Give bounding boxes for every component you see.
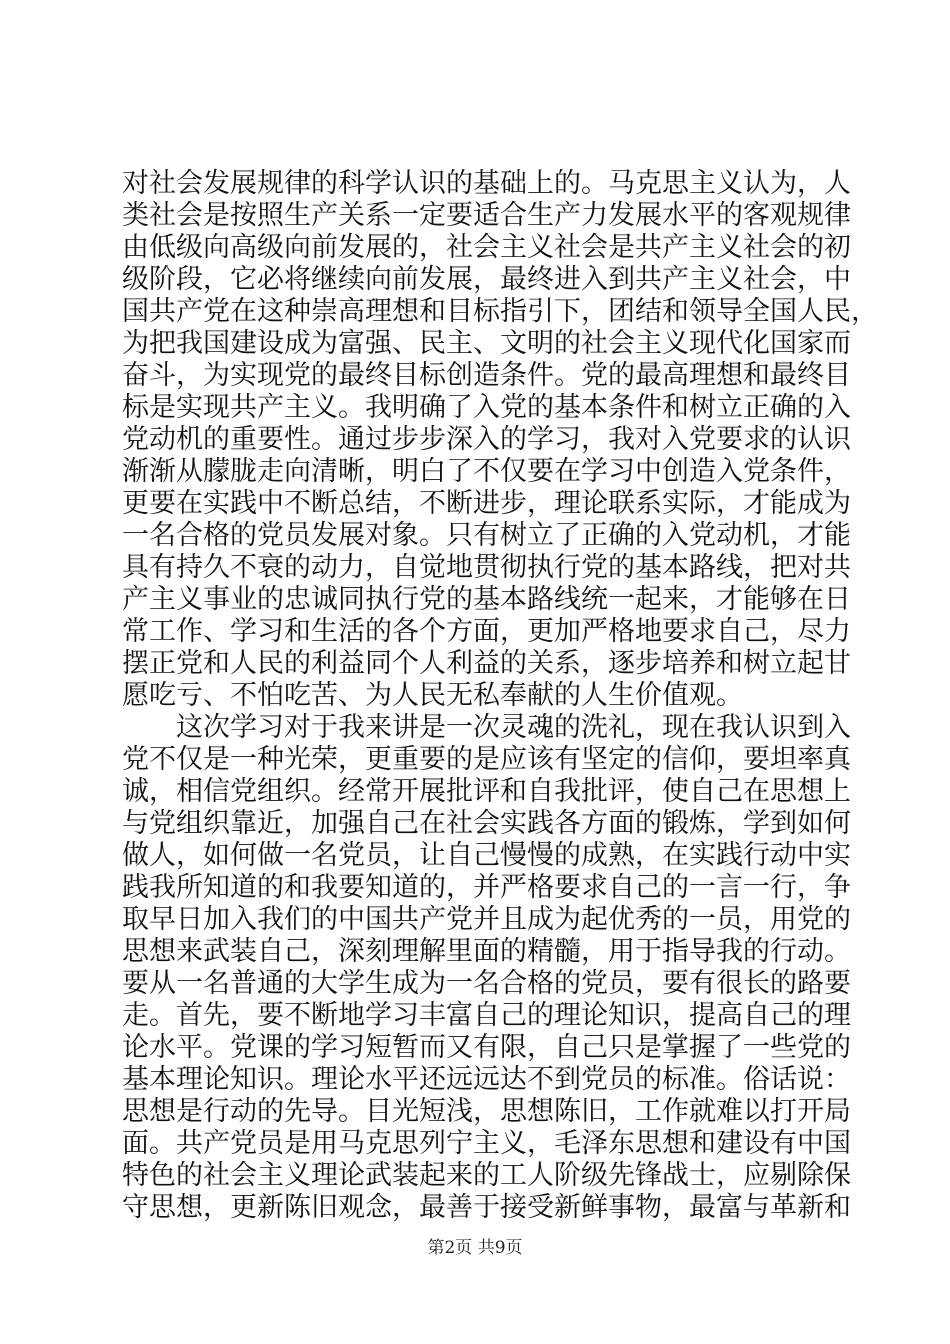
text-line: 常工作、学习和生活的各个方面，更加严格地要求自己，尽力: [122, 616, 851, 647]
text-line: 践我所知道的和我要知道的，并严格要求自己的一言一行，争: [122, 872, 851, 903]
text-line: 类社会是按照生产关系一定要适合生产力发展水平的客观规律: [122, 200, 851, 231]
text-line: 论水平。党课的学习短暂而又有限，自己只是掌握了一些党的: [122, 1032, 851, 1063]
text-line: 取早日加入我们的中国共产党并且成为起优秀的一员，用党的: [122, 904, 851, 935]
text-line: 对社会发展规律的科学认识的基础上的。马克思主义认为，人: [122, 168, 851, 199]
text-line: 渐渐从朦胧走向清晰，明白了不仅要在学习中创造入党条件，: [122, 456, 851, 487]
body-text: [122, 168, 878, 1224]
page-number-footer: 第2页 共9页: [427, 1238, 523, 1258]
text-line: 具有持久不衰的动力，自觉地贯彻执行党的基本路线，把对共: [122, 552, 851, 583]
text-line: 守思想，更新陈旧观念，最善于接受新鲜事物，最富与革新和: [122, 1192, 851, 1223]
text-line: 思想是行动的先导。目光短浅，思想陈旧，工作就难以打开局: [122, 1096, 851, 1127]
text-line: 一名合格的党员发展对象。只有树立了正确的入党动机，才能: [122, 520, 851, 551]
text-line: 面。共产党员是用马克思列宁主义，毛泽东思想和建设有中国: [122, 1128, 851, 1159]
text-line: 思想来武装自己，深刻理解里面的精髓，用于指导我的行动。: [122, 936, 851, 967]
text-line: 产主义事业的忠诚同执行党的基本路线统一起来，才能够在日: [122, 584, 851, 615]
text-line: 与党组织靠近，加强自己在社会实践各方面的锻炼，学到如何: [122, 808, 851, 839]
text-line: 这次学习对于我来讲是一次灵魂的洗礼，现在我认识到入: [122, 712, 851, 743]
text-line: 党动机的重要性。通过步步深入的学习，我对入党要求的认识: [122, 424, 851, 455]
text-line: 摆正党和人民的利益同个人利益的关系，逐步培养和树立起甘: [122, 648, 851, 679]
text-line: 为把我国建设成为富强、民主、文明的社会主义现代化国家而: [122, 328, 851, 359]
text-line: 级阶段，它必将继续向前发展，最终进入到共产主义社会，中: [122, 264, 851, 295]
text-line: 特色的社会主义理论武装起来的工人阶级先锋战士，应剔除保: [122, 1160, 851, 1191]
text-line: 走。首先，要不断地学习丰富自己的理论知识，提高自己的理: [122, 1000, 851, 1031]
text-line: 奋斗，为实现党的最终目标创造条件。党的最高理想和最终目: [122, 360, 851, 391]
text-line: 做人，如何做一名党员，让自己慢慢的成熟，在实践行动中实: [122, 840, 851, 871]
text-line: 党不仅是一种光荣，更重要的是应该有坚定的信仰，要坦率真: [122, 744, 851, 775]
text-line: 由低级向高级向前发展的，社会主义社会是共产主义社会的初: [122, 232, 851, 263]
text-line: 要从一名普通的大学生成为一名合格的党员，要有很长的路要: [122, 968, 851, 999]
text-line: 诚，相信党组织。经常开展批评和自我批评，使自己在思想上: [122, 776, 851, 807]
text-line: 标是实现共产主义。我明确了入党的基本条件和树立正确的入: [122, 392, 851, 423]
text-line: 国共产党在这种崇高理想和目标指引下，团结和领导全国人民，: [122, 296, 878, 327]
text-line: 愿吃亏、不怕吃苦、为人民无私奉献的人生价值观。: [122, 680, 743, 711]
text-line: 更要在实践中不断总结，不断进步，理论联系实际，才能成为: [122, 488, 851, 519]
text-line: 基本理论知识。理论水平还远远达不到党员的标准。俗话说：: [122, 1064, 851, 1095]
